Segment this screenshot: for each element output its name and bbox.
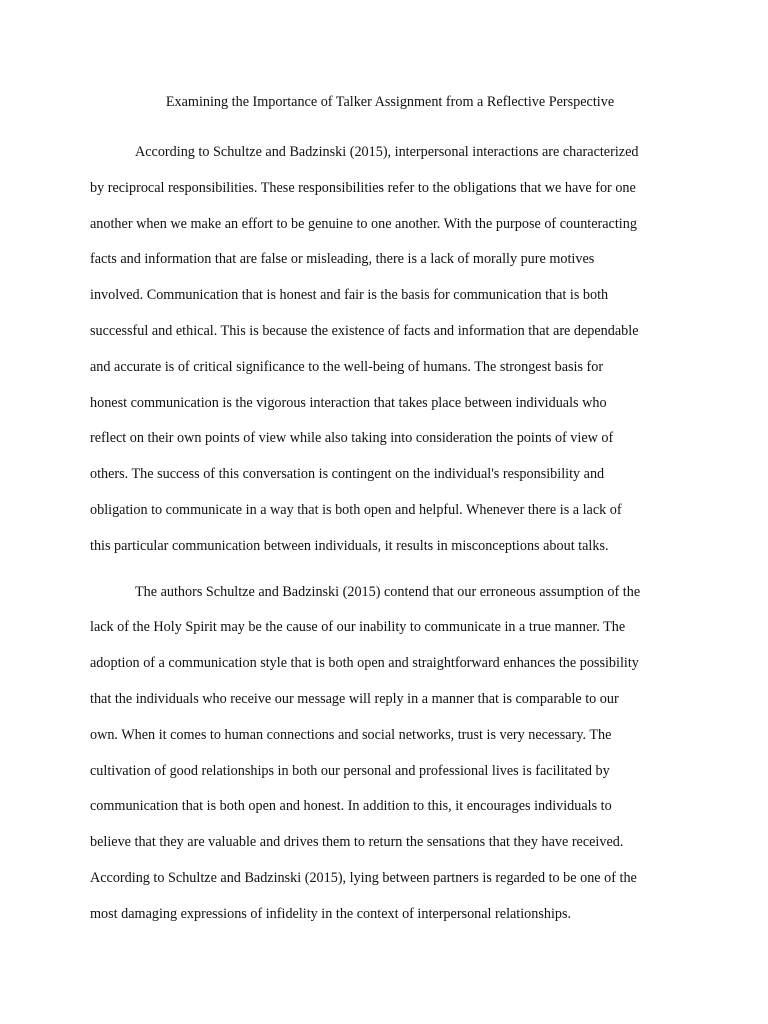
body-paragraph-2 [90, 575, 690, 933]
paragraph-line: lack of the Holy Spirit may be the cause of our inability to communicate in a true manner. The [90, 619, 626, 636]
paragraph-line: successful and ethical. This is because the existence of facts and information that are dependable [90, 322, 639, 339]
document-page [90, 90, 690, 933]
paragraph-line: involved. Communication that is honest and fair is the basis for communication that is both [90, 287, 609, 304]
paragraph-line: and accurate is of critical significance to the well-being of humans. The strongest basis for [90, 358, 604, 375]
paragraph-line: believe that they are valuable and drives them to return the sensations that they have received. [90, 834, 624, 851]
paragraph-line: that the individuals who receive our message will reply in a manner that is comparable to our [90, 690, 619, 707]
paragraph-line: another when we make an effort to be genuine to one another. With the purpose of counteracting [90, 215, 637, 232]
paragraph-line: this particular communication between individuals, it results in misconceptions about talks. [90, 537, 609, 554]
document-title: Examining the Importance of Talker Assignment from a Reflective Perspective [165, 94, 615, 110]
paragraph-line: adoption of a communication style that is both open and straightforward enhances the possibility [90, 655, 639, 672]
paragraph-line: own. When it comes to human connections and social networks, trust is very necessary. The [90, 726, 612, 743]
paragraph-line: most damaging expressions of infidelity in the context of interpersonal relationships. [90, 905, 572, 922]
paragraph-line: honest communication is the vigorous interaction that takes place between individuals who [90, 394, 607, 411]
paragraph-line: obligation to communicate in a way that is both open and helpful. Whenever there is a lack of [90, 501, 622, 518]
paragraph-line: According to Schultze and Badzinski (2015), interpersonal interactions are characterized [135, 144, 639, 160]
body-paragraph-1 [90, 135, 690, 565]
paragraph-line: cultivation of good relationships in both our personal and professional lives is facilitated by [90, 762, 610, 779]
paragraph-line: by reciprocal responsibilities. These responsibilities refer to the obligations that we have for one [90, 179, 636, 196]
paragraph-line: others. The success of this conversation is contingent on the individual's responsibility and [90, 466, 605, 483]
paragraph-line: communication that is both open and honest. In addition to this, it encourages individuals to [90, 798, 612, 815]
paragraph-line: facts and information that are false or misleading, there is a lack of morally pure motives [90, 251, 595, 268]
paragraph-line: The authors Schultze and Badzinski (2015) contend that our erroneous assumption of the [135, 583, 641, 600]
paragraph-line: reflect on their own points of view while also taking into consideration the points of view of [90, 430, 614, 447]
paragraph-line: According to Schultze and Badzinski (2015), lying between partners is regarded to be one of the [90, 869, 637, 886]
